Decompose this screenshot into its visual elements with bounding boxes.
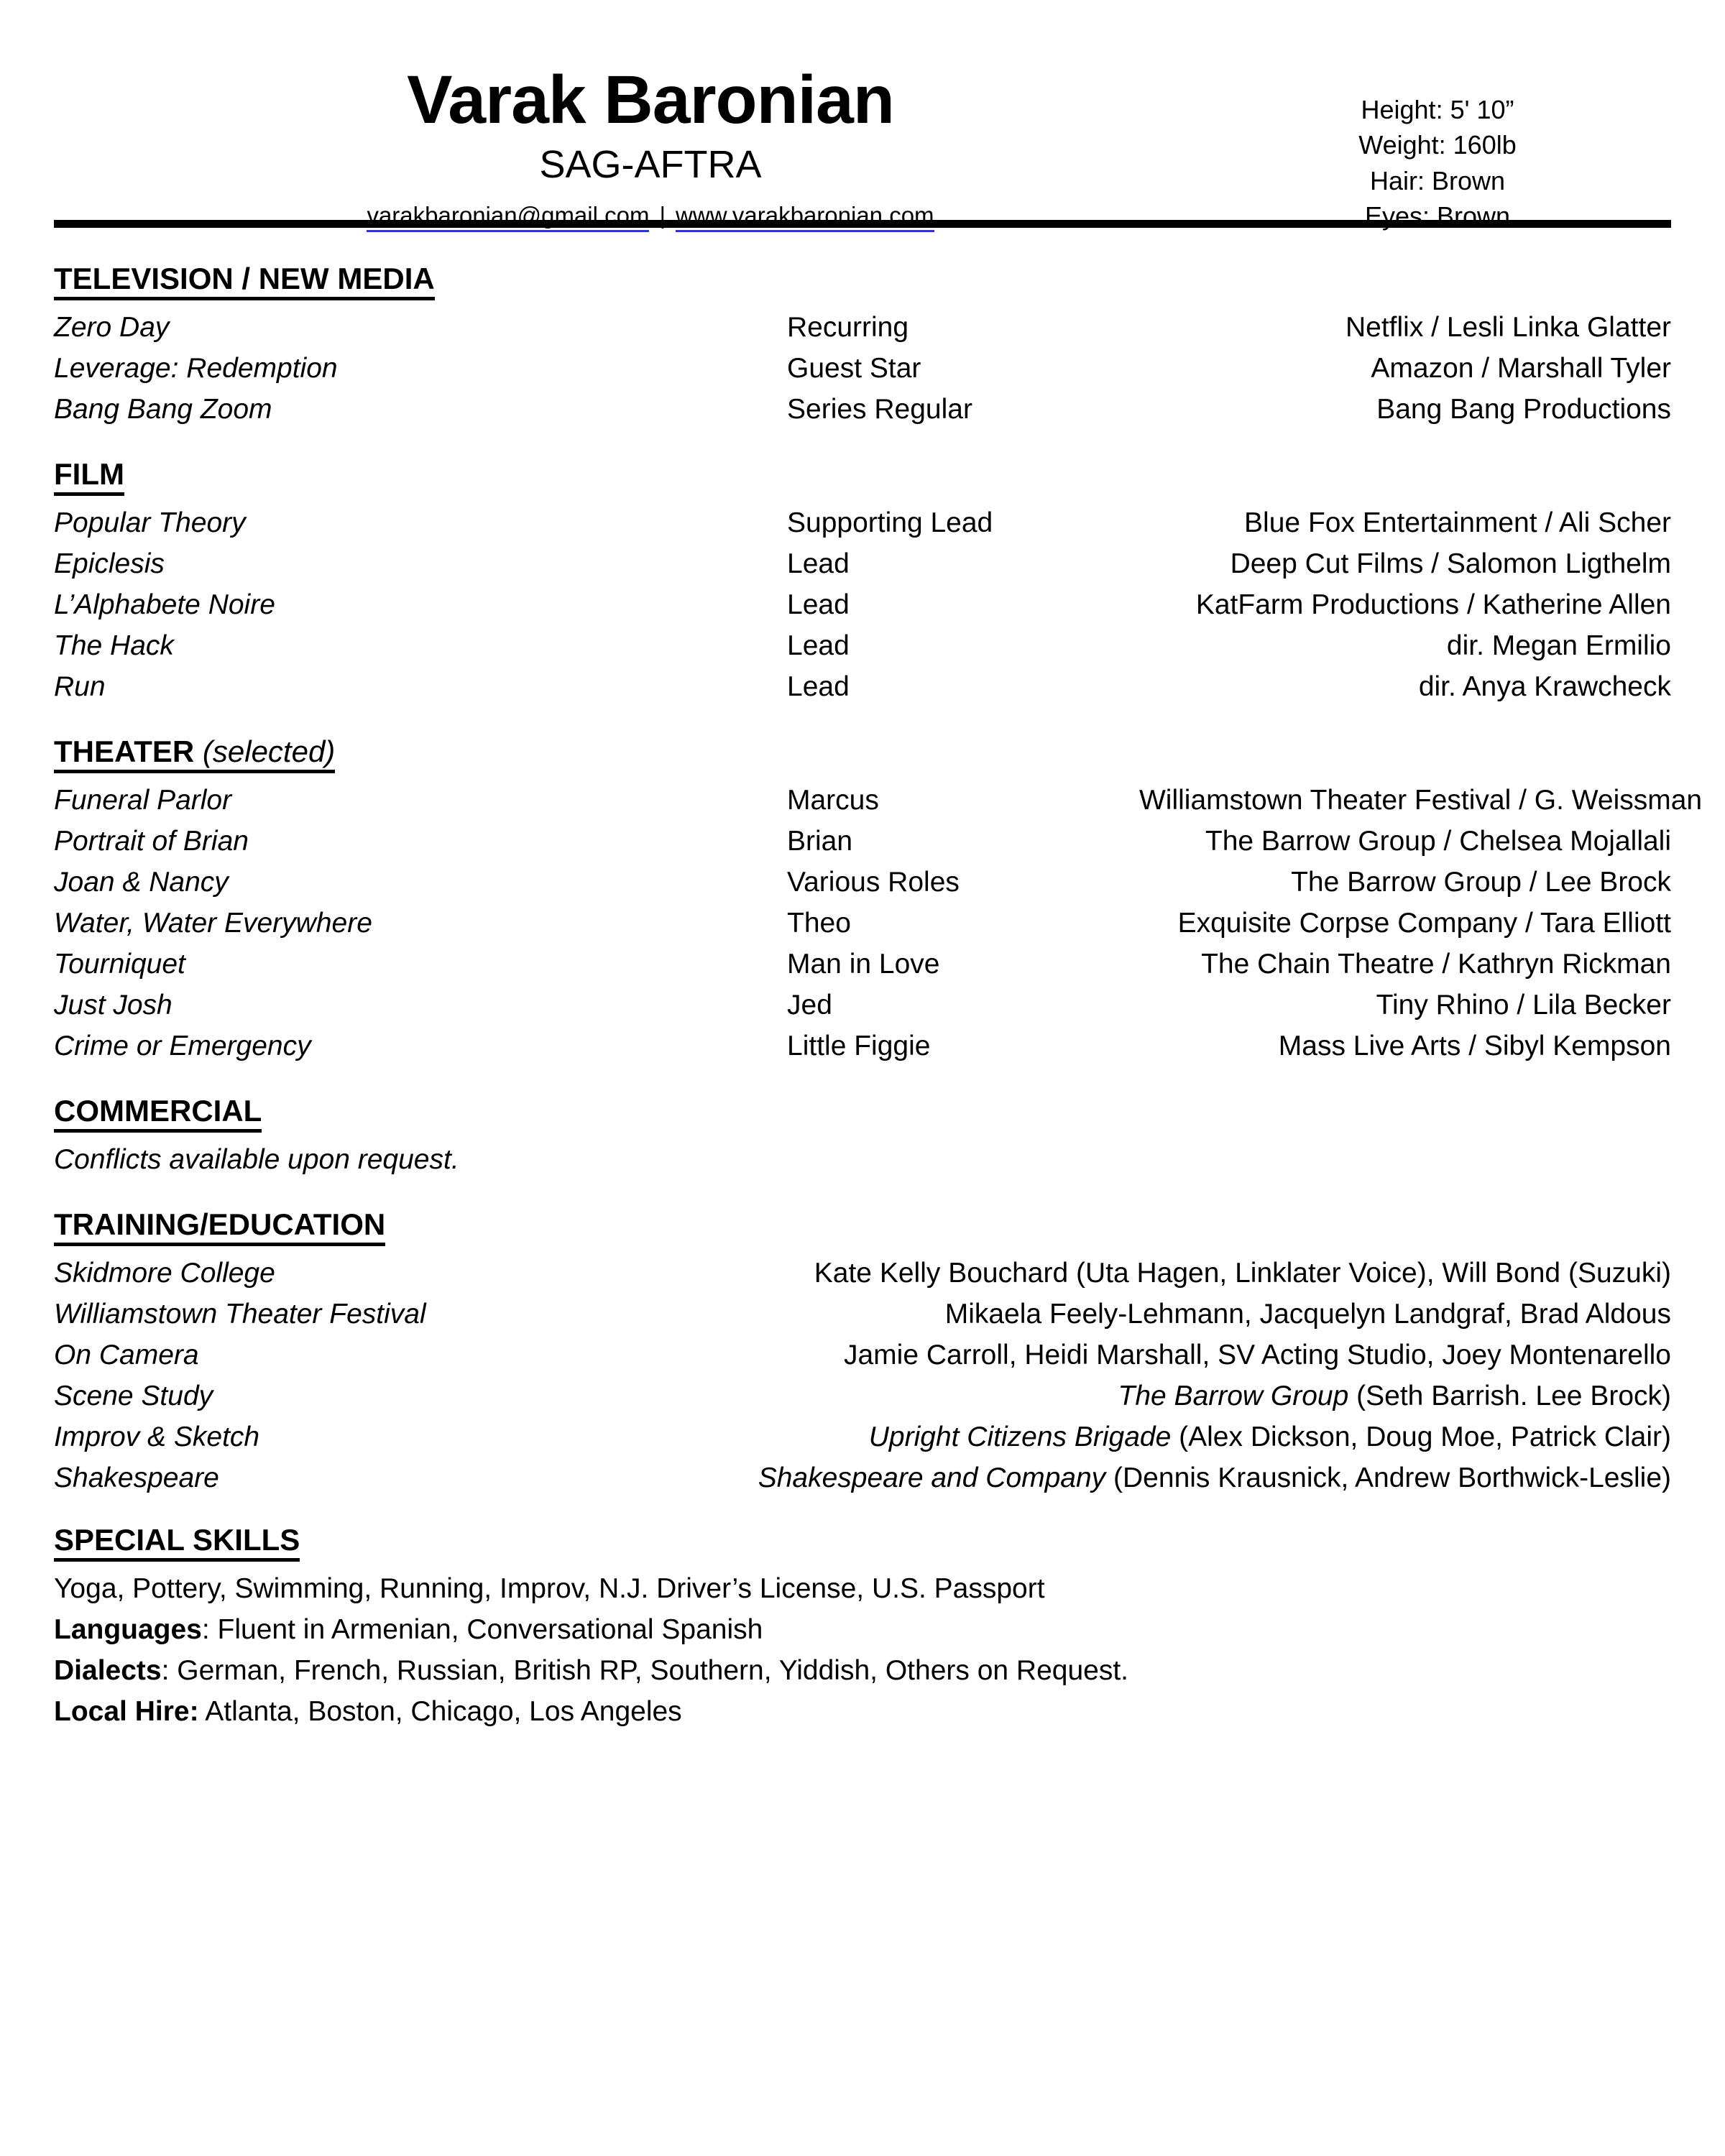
section-title-theater bbox=[54, 734, 336, 773]
training-detail-emphasis: Upright Citizens Brigade bbox=[868, 1422, 1179, 1452]
credit-company: Netflix / Lesli Linka Glatter bbox=[1345, 312, 1671, 343]
training-detail-text: Mikaela Feely-Lehmann, Jacquelyn Landgraf, Brad Aldous bbox=[944, 1299, 1671, 1330]
section-television bbox=[54, 264, 1671, 423]
table-row bbox=[54, 632, 1671, 660]
table-row bbox=[54, 950, 1671, 978]
credit-company: Bang Bang Productions bbox=[1376, 394, 1671, 425]
table-row bbox=[54, 868, 1671, 896]
email-link[interactable]: varakbaronian@gmail.com bbox=[367, 202, 649, 232]
table-row bbox=[54, 827, 1671, 855]
training-detail bbox=[500, 1423, 1671, 1451]
credit-title: Epiclesis bbox=[54, 548, 165, 579]
training-detail-text: (Seth Barrish. Lee Brock) bbox=[1356, 1381, 1671, 1411]
table-row bbox=[54, 509, 1671, 537]
table-row bbox=[54, 550, 1671, 578]
section-title-commercial: COMMERCIAL bbox=[54, 1096, 262, 1133]
credit-title: Crime or Emergency bbox=[54, 1031, 311, 1061]
credit-role: Lead bbox=[787, 671, 850, 702]
credit-company: dir. Megan Ermilio bbox=[1446, 630, 1671, 661]
stat-eyes: Eyes: Brown bbox=[1364, 201, 1511, 231]
commercial-note: Conflicts available upon request. bbox=[54, 1144, 459, 1175]
skills-languages-value: : Fluent in Armenian, Conversational Spanish bbox=[201, 1614, 763, 1645]
skills-local-hire bbox=[54, 1697, 1671, 1726]
section-film bbox=[54, 459, 1671, 701]
credit-company: Williamstown Theater Festival / G. Weissman bbox=[1139, 785, 1703, 816]
section-commercial bbox=[54, 1096, 1671, 1174]
section-title-film: FILM bbox=[54, 459, 124, 496]
credit-title: Just Josh bbox=[54, 990, 172, 1021]
credit-title: Portrait of Brian bbox=[54, 826, 249, 857]
credit-company: The Barrow Group / Lee Brock bbox=[1291, 867, 1671, 898]
credit-title: Popular Theory bbox=[54, 507, 246, 538]
training-detail-text: Kate Kelly Bouchard (Uta Hagen, Linklater Voice), Will Bond (Suzuki) bbox=[814, 1258, 1671, 1289]
credit-company: Tiny Rhino / Lila Becker bbox=[1376, 990, 1671, 1021]
training-detail-emphasis: The Barrow Group bbox=[1118, 1381, 1357, 1411]
credit-company: Amazon / Marshall Tyler bbox=[1371, 353, 1671, 384]
credit-title: Bang Bang Zoom bbox=[54, 394, 272, 425]
training-detail bbox=[500, 1341, 1671, 1369]
section-title-theater-suffix: (selected) bbox=[202, 734, 336, 768]
training-detail-text: (Alex Dickson, Doug Moe, Patrick Clair) bbox=[1179, 1422, 1671, 1452]
skills-general: Yoga, Pottery, Swimming, Running, Improv, N.J. Driver’s License, U.S. Passport bbox=[54, 1573, 1045, 1604]
resume-header bbox=[54, 0, 1671, 231]
credit-role: Brian bbox=[787, 826, 853, 857]
union-affiliation: SAG-AFTRA bbox=[539, 143, 762, 186]
training-label: Scene Study bbox=[54, 1381, 213, 1411]
section-special-skills bbox=[54, 1525, 1671, 1726]
credit-role: Various Roles bbox=[787, 867, 960, 898]
credit-company: Mass Live Arts / Sibyl Kempson bbox=[1278, 1031, 1671, 1061]
credit-role: Marcus bbox=[787, 785, 879, 816]
credit-role: Recurring bbox=[787, 312, 909, 343]
table-row bbox=[54, 1423, 1671, 1451]
table-row bbox=[54, 991, 1671, 1019]
credit-title: Water, Water Everywhere bbox=[54, 908, 372, 939]
training-label: Skidmore College bbox=[54, 1258, 275, 1289]
skills-dialects-value: : German, French, Russian, British RP, Southern, Yiddish, Others on Request. bbox=[161, 1655, 1129, 1686]
section-title-training: TRAINING/EDUCATION bbox=[54, 1210, 385, 1246]
table-row bbox=[54, 1300, 1671, 1328]
skills-languages-label: Languages bbox=[54, 1614, 202, 1645]
credit-company: KatFarm Productions / Katherine Allen bbox=[1195, 589, 1671, 620]
credit-role: Little Figgie bbox=[787, 1031, 931, 1061]
table-row bbox=[54, 1464, 1671, 1492]
website-link[interactable]: www.varakbaronian.com bbox=[676, 202, 934, 232]
credit-role: Guest Star bbox=[787, 353, 921, 384]
credit-title: Zero Day bbox=[54, 312, 170, 343]
training-detail-text: Jamie Carroll, Heidi Marshall, SV Acting Studio, Joey Montenarello bbox=[843, 1340, 1671, 1370]
name-block bbox=[75, 62, 1225, 229]
credit-title: L’Alphabete Noire bbox=[54, 589, 275, 620]
credit-role: Jed bbox=[787, 990, 832, 1021]
credit-company: The Barrow Group / Chelsea Mojallali bbox=[1205, 826, 1671, 857]
table-row bbox=[54, 909, 1671, 937]
table-row bbox=[54, 673, 1671, 701]
table-row bbox=[54, 313, 1671, 341]
skills-local-hire-label: Local Hire: bbox=[54, 1696, 199, 1727]
stat-hair: Hair: Brown bbox=[1369, 165, 1506, 195]
section-training bbox=[54, 1207, 1671, 1493]
credit-role: Supporting Lead bbox=[787, 507, 993, 538]
table-row bbox=[54, 591, 1671, 619]
training-label: Improv & Sketch bbox=[54, 1422, 260, 1452]
credit-title: The Hack bbox=[54, 630, 174, 661]
training-detail bbox=[500, 1259, 1671, 1287]
training-detail-emphasis: Shakespeare and Company bbox=[758, 1462, 1114, 1493]
training-detail bbox=[500, 1464, 1671, 1492]
training-label: Shakespeare bbox=[54, 1462, 219, 1493]
table-row bbox=[54, 1382, 1671, 1410]
training-label: On Camera bbox=[54, 1340, 199, 1370]
stat-height: Height: 5' 10” bbox=[1361, 95, 1514, 124]
credit-company: The Chain Theatre / Kathryn Rickman bbox=[1201, 949, 1671, 980]
credit-company: Deep Cut Films / Salomon Ligthelm bbox=[1230, 548, 1671, 579]
stat-weight: Weight: 160lb bbox=[1358, 130, 1517, 160]
table-row bbox=[54, 354, 1671, 382]
credit-role: Theo bbox=[787, 908, 851, 939]
credit-title: Joan & Nancy bbox=[54, 867, 229, 898]
skills-local-hire-value: Atlanta, Boston, Chicago, Los Angeles bbox=[198, 1696, 682, 1727]
contact-separator: | bbox=[659, 201, 666, 229]
credit-role: Lead bbox=[787, 589, 850, 620]
skills-languages bbox=[54, 1616, 1671, 1644]
credit-title: Leverage: Redemption bbox=[54, 353, 338, 384]
credit-company: Blue Fox Entertainment / Ali Scher bbox=[1244, 507, 1671, 538]
credit-title: Tourniquet bbox=[54, 949, 185, 980]
credit-role: Lead bbox=[787, 630, 850, 661]
page-title: Varak Baronian bbox=[407, 62, 894, 138]
training-label: Williamstown Theater Festival bbox=[54, 1299, 426, 1330]
credit-company: Exquisite Corpse Company / Tara Elliott bbox=[1177, 908, 1671, 939]
section-title-theater-main: THEATER bbox=[54, 734, 195, 768]
training-detail-text: (Dennis Krausnick, Andrew Borthwick-Leslie) bbox=[1113, 1462, 1671, 1493]
credit-role: Lead bbox=[787, 548, 850, 579]
physical-stats bbox=[1294, 92, 1581, 234]
credit-company: dir. Anya Krawcheck bbox=[1418, 671, 1671, 702]
credit-title: Run bbox=[54, 671, 106, 702]
table-row bbox=[54, 785, 1703, 816]
section-title-special-skills: SPECIAL SKILLS bbox=[54, 1525, 300, 1562]
table-row bbox=[54, 1341, 1671, 1369]
table-row bbox=[54, 1032, 1671, 1060]
table-row bbox=[54, 1259, 1671, 1287]
section-title-television: TELEVISION / NEW MEDIA bbox=[54, 264, 435, 300]
skills-dialects bbox=[54, 1657, 1671, 1685]
credit-role: Man in Love bbox=[787, 949, 940, 980]
contact-line bbox=[75, 201, 1225, 230]
credit-role: Series Regular bbox=[787, 394, 972, 425]
skills-dialects-label: Dialects bbox=[54, 1655, 162, 1686]
credit-title: Funeral Parlor bbox=[54, 785, 232, 816]
table-row bbox=[54, 395, 1671, 423]
training-detail bbox=[500, 1382, 1671, 1410]
section-theater bbox=[54, 734, 1703, 1061]
training-detail bbox=[500, 1300, 1671, 1328]
